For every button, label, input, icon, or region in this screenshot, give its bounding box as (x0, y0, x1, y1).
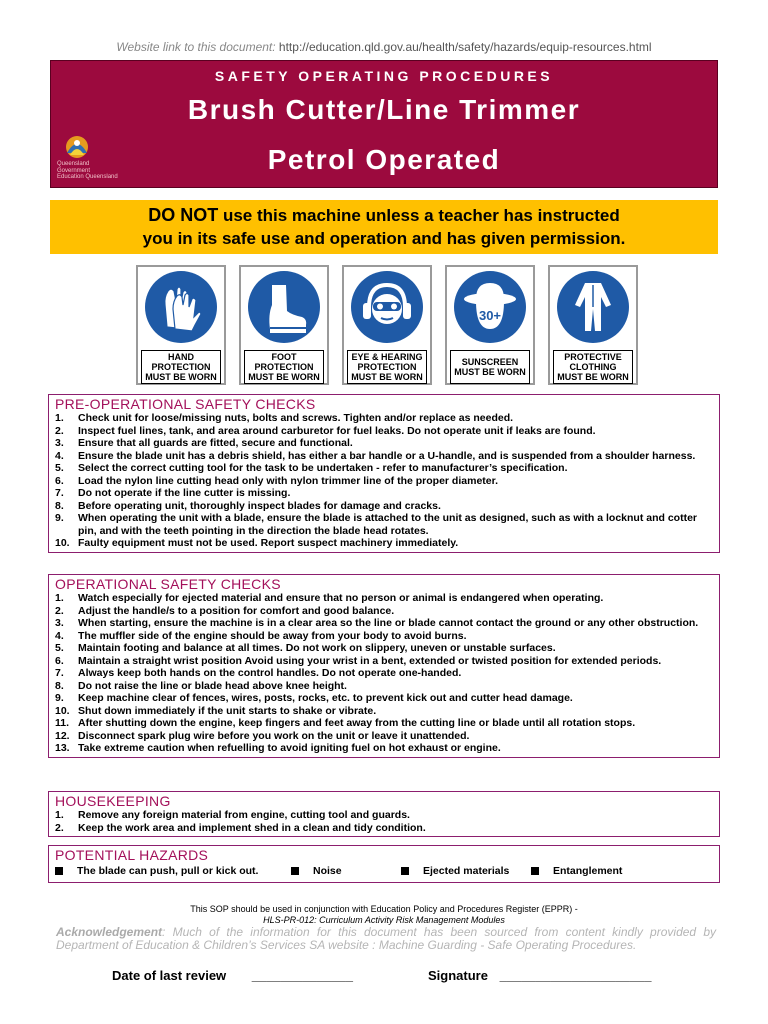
operational-section (48, 574, 720, 758)
queensland-government-logo (57, 131, 118, 183)
ack-label: Acknowledgement (56, 925, 163, 939)
bullet-square-icon (531, 867, 539, 875)
list-item: 5. Maintain footing and balance at all times. Do not work on slippery, uneven or unstable surfaces. (55, 642, 556, 654)
operational-list (55, 592, 713, 755)
acknowledgement (56, 926, 716, 952)
title-banner (50, 60, 718, 188)
ack-text: : Much of the information for this document has been sourced from content kindly provided by Department of Education & Children’s Services SA website : Machine Guarding - Safe Operating Procedures. (56, 925, 716, 952)
website-link (0, 40, 768, 54)
housekeeping-list (55, 809, 713, 834)
page-title: Brush Cutter/Line Trimmer (187, 94, 581, 125)
pre-operational-section (48, 394, 720, 553)
section-title: HOUSEKEEPING (55, 793, 171, 809)
hazard-item: Noise (291, 865, 401, 877)
list-item: 7. Always keep both hands on the control handles. Do not operate one-handed. (55, 667, 462, 679)
list-item: 10. Shut down immediately if the unit starts to shake or vibrate. (55, 704, 377, 717)
warning-line1: use this machine unless a teacher has instructed (218, 206, 620, 225)
list-item: 1. Watch especially for ejected material and ensure that no person or animal is endangered when operating. (55, 592, 604, 604)
ppe-caption: EYE & HEARING PROTECTION MUST BE WORN (347, 350, 427, 384)
list-item: 12. Disconnect spark plug wire before you work on the unit or leave it unattended. (55, 729, 470, 742)
pre-operational-list (55, 412, 713, 550)
list-item: 4. The muffler side of the engine should be away from your body to avoid burns. (55, 629, 467, 642)
coverall-icon (557, 271, 629, 343)
ppe-caption: FOOT PROTECTION MUST BE WORN (244, 350, 324, 384)
bullet-square-icon (401, 867, 409, 875)
review-blank[interactable]: ______________ (251, 968, 354, 983)
do-not-text: DO NOT (148, 205, 219, 225)
list-item: 2. Inspect fuel lines, tank, and area around carburetor for fuel leaks. Do not operate unit if leaks are found. (55, 424, 596, 437)
spf-badge: 30+ (478, 308, 502, 323)
list-item: 8. Do not raise the line or blade head above knee height. (55, 679, 347, 692)
ppe-card-eye-hearing (342, 265, 432, 385)
bullet-square-icon (291, 867, 299, 875)
hazard-item: Entanglement (531, 865, 622, 877)
sop-heading: SAFETY OPERATING PROCEDURES (214, 68, 554, 84)
ppe-card-foot (239, 265, 329, 385)
list-item: 9. When operating the unit with a blade, ensure the blade is attached to the unit as designed, such as with a locknut and cotter pin, and with the teeth pointing in the direction the blade head rotates. (55, 512, 698, 537)
review-label: Date of last review (112, 968, 227, 983)
warning-line2: you in its safe use and operation and has given permission. (142, 229, 626, 248)
bullet-square-icon (55, 867, 63, 875)
section-title: POTENTIAL HAZARDS (55, 847, 209, 863)
website-url[interactable]: http://education.qld.gov.au/health/safety/hazards/equip-resources.html (278, 40, 652, 54)
permission-warning (50, 200, 718, 254)
list-item: 1. Remove any foreign material from engine, cutting tool and guards. (55, 809, 410, 821)
signature-label: Signature (428, 968, 488, 983)
hazards-list (55, 865, 713, 877)
list-item: 4. Ensure the blade unit has a debris shield, has either a bar handle or a U-handle, and is suspended from a shoulder harness. (55, 449, 696, 462)
crest-icon (57, 131, 103, 161)
list-item: 8. Before operating unit, thoroughly inspect blades for damage and cracks. (55, 499, 441, 512)
ppe-icons (136, 265, 636, 387)
page-subtitle: Petrol Operated (267, 144, 501, 175)
list-item: 3. When starting, ensure the machine is in a clear area so the line or blade cannot contact the ground or any other obstruction. (55, 617, 699, 629)
ppe-caption: PROTECTIVE CLOTHING MUST BE WORN (553, 350, 633, 384)
ppe-card-clothing (548, 265, 638, 385)
sun-hat-icon (454, 271, 526, 343)
list-item: 10. Faulty equipment must not be used. Report suspect machinery immediately. (55, 537, 459, 549)
ppe-caption: HAND PROTECTION MUST BE WORN (141, 350, 221, 384)
hazards-section (48, 845, 720, 883)
eppr-module: HLS-PR-012: Curriculum Activity Risk Management Modules (263, 915, 505, 925)
boot-icon (248, 271, 320, 343)
housekeeping-section (48, 791, 720, 837)
list-item: 9. Keep machine clear of fences, wires, posts, rocks, etc. to prevent kick out and cutter head damage. (55, 692, 573, 704)
list-item: 2. Adjust the handle/s to a position for comfort and good balance. (55, 604, 395, 617)
list-item: 3. Ensure that all guards are fitted, secure and functional. (55, 437, 353, 449)
eppr-note: This SOP should be used in conjunction with Education Policy and Procedures Register (EPPR) - (190, 904, 578, 914)
signature-blank[interactable]: _____________________ (499, 968, 652, 983)
list-item: 6. Load the nylon line cutting head only with nylon trimmer line of the proper diameter. (55, 474, 499, 487)
eye-hearing-icon (351, 271, 423, 343)
logo-text: Queensland Government Education Queensland (57, 161, 118, 180)
list-item: 7. Do not operate if the line cutter is missing. (55, 487, 291, 499)
review-date (112, 968, 353, 983)
hazard-item: The blade can push, pull or kick out. (55, 865, 291, 877)
list-item: 13. Take extreme caution when refuelling to avoid igniting fuel on hot exhaust or engine. (55, 742, 501, 754)
signature (428, 968, 651, 983)
ppe-caption: SUNSCREEN MUST BE WORN (450, 350, 530, 384)
list-item: 11. After shutting down the engine, keep fingers and feet away from the cutting line or blade until all rotation stops. (55, 717, 636, 729)
website-link-label: Website link to this document: (116, 40, 276, 54)
list-item: 5. Select the correct cutting tool for the task to be undertaken - refer to manufacturer’s specification. (55, 462, 568, 474)
list-item: 6. Maintain a straight wrist position Avoid using your wrist in a bent, extended or twisted position for extended periods. (55, 654, 662, 667)
hazard-item: Ejected materials (401, 865, 531, 877)
section-title: PRE-OPERATIONAL SAFETY CHECKS (55, 396, 316, 412)
gloves-icon (145, 271, 217, 343)
ppe-card-hand (136, 265, 226, 385)
ppe-card-sunscreen (445, 265, 535, 385)
section-title: OPERATIONAL SAFETY CHECKS (55, 576, 281, 592)
list-item: 1. Check unit for loose/missing nuts, bolts and screws. Tighten and/or replace as needed. (55, 412, 514, 424)
list-item: 2. Keep the work area and implement shed in a clean and tidy condition. (55, 821, 426, 834)
